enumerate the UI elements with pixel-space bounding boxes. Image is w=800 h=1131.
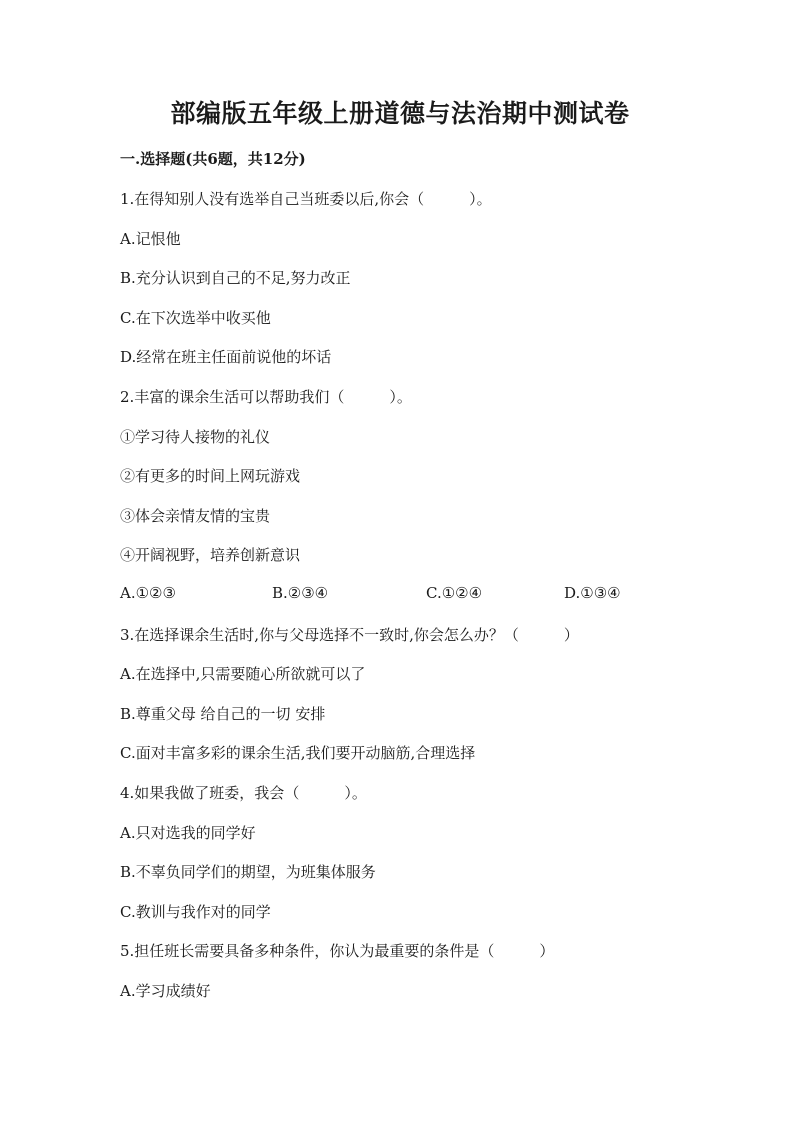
question-4-stem: 4.如果我做了班委，我会（ ）。	[120, 784, 367, 802]
question-5-option-a: A.学习成绩好	[120, 982, 211, 1000]
question-3-stem: 3.在选择课余生活时,你与父母选择不一致时,你会怎么办？（ ）	[120, 626, 579, 644]
section-heading: 一.选择题(共6题，共12分)	[120, 150, 306, 168]
question-1-option-c: C.在下次选举中收买他	[120, 309, 271, 327]
question-4-option-c: C.教训与我作对的同学	[120, 903, 271, 921]
question-2-option-b: B.②③④	[272, 584, 329, 602]
question-5-stem: 5.担任班长需要具备多种条件，你认为最重要的条件是（ ）	[120, 942, 555, 960]
question-2-statement-2: ②有更多的时间上网玩游戏	[120, 467, 301, 485]
question-3-option-a: A.在选择中,只需要随心所欲就可以了	[120, 665, 366, 683]
question-2-statement-1: ①学习待人接物的礼仪	[120, 428, 271, 446]
question-2-option-c: C.①②④	[426, 584, 483, 602]
question-2-statement-3: ③体会亲情友情的宝贵	[120, 507, 271, 525]
question-3-option-b: B.尊重父母 给自己的一切 安排	[120, 705, 326, 723]
exam-title: 部编版五年级上册道德与法治期中测试卷	[170, 99, 630, 128]
question-4-option-b: B.不辜负同学们的期望，为班集体服务	[120, 863, 376, 881]
question-1-stem: 1.在得知别人没有选举自己当班委以后,你会（ ）。	[120, 190, 492, 208]
question-4-option-a: A.只对选我的同学好	[120, 824, 256, 842]
question-2-option-a: A.①②③	[120, 584, 176, 602]
question-1-option-a: A.记恨他	[120, 230, 181, 248]
question-2-statement-4: ④开阔视野，培养创新意识	[120, 546, 301, 564]
question-1-option-b: B.充分认识到自己的不足,努力改正	[120, 269, 351, 287]
question-2-option-d: D.①③④	[564, 584, 621, 602]
question-3-option-c: C.面对丰富多彩的课余生活,我们要开动脑筋,合理选择	[120, 744, 476, 762]
question-2-stem: 2.丰富的课余生活可以帮助我们（ ）。	[120, 388, 412, 406]
question-1-option-d: D.经常在班主任面前说他的坏话	[120, 348, 332, 366]
